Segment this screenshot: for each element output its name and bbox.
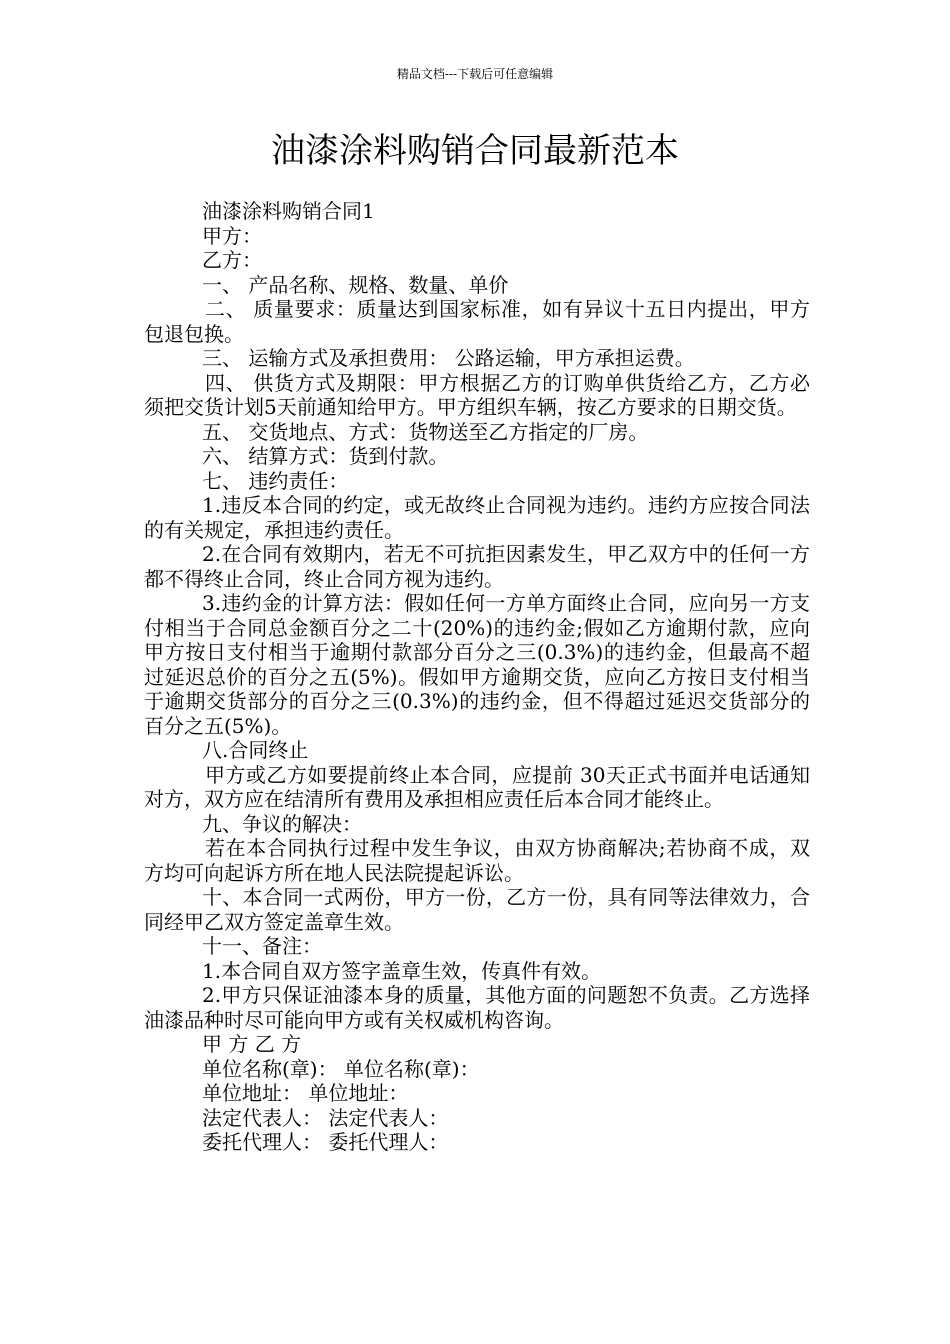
clause-9: 九、争议的解决： — [202, 811, 362, 836]
clause-8-body: 甲方或乙方如要提前终止本合同，应提前 30天正式书面并电话通知对方，双方应在结清所有费用及承担相应责任后本合同才能终止。 — [144, 762, 810, 811]
contract-subtitle: 油漆涂料购销合同1 — [202, 199, 375, 223]
clause-11-item-1: 1.本合同自双方签字盖章生效，传真件有效。 — [202, 958, 602, 983]
clause-7: 七、 违约责任： — [202, 468, 349, 493]
signature-agent: 委托代理人： 委托代理人： — [202, 1130, 449, 1154]
party-a-line: 甲方： — [202, 223, 262, 248]
clause-7-item-2: 2.在合同有效期内，若无不可抗拒因素发生，甲乙双方中的任何一方都不得终止合同，终止合同方视为违约。 — [144, 542, 810, 591]
clause-1: 一、 产品名称、规格、数量、单价 — [202, 272, 509, 297]
signature-legal-rep: 法定代表人： 法定代表人： — [202, 1105, 449, 1130]
clause-2: 二、 质量要求：质量达到国家标准，如有异议十五日内提出，甲方包退包换。 — [144, 297, 810, 346]
signature-parties: 甲 方 乙 方 — [202, 1032, 302, 1056]
clause-3: 三、 运输方式及承担费用： 公路运输，甲方承担运费。 — [202, 346, 695, 370]
party-b-line: 乙方： — [202, 248, 262, 272]
clause-8: 八.合同终止 — [202, 738, 309, 762]
clause-7-item-3: 3.违约金的计算方法：假如任何一方单方面终止合同，应向另一方支付相当于合同总金额百分之二十(20%)的违约金;假如乙方逾期付款，应向甲方按日支付相当于逾期付款部分百分之三(0.3%)的违约金，但最高不超过延迟总价的百分之五(5%)。假如甲方逾期交货，应向乙方按日支付相当于逾期交货部分的百分之三(0.3%)的违约金，但不得超过延迟交货部分的百分之五(5%)。 — [144, 591, 810, 738]
signature-unit-address: 单位地址： 单位地址： — [202, 1081, 409, 1105]
clause-6: 六、 结算方式：货到付款。 — [202, 444, 449, 468]
document-title: 油漆涂料购销合同最新范本 — [271, 131, 679, 171]
clause-9-body: 若在本合同执行过程中发生争议，由双方协商解决;若协商不成，双方均可向起诉方所在地人民法院提起诉讼。 — [144, 836, 810, 885]
clause-10: 十、本合同一式两份，甲方一份，乙方一份，具有同等法律效力，合同经甲乙双方签定盖章生效。 — [144, 885, 810, 934]
page-header: 精品文档---下载后可任意编辑 — [396, 67, 554, 81]
clause-11: 十一、备注： — [202, 934, 322, 958]
clause-4: 四、 供货方式及期限：甲方根据乙方的订购单供货给乙方，乙方必须把交货计划5天前通知给甲方。甲方组织车辆，按乙方要求的日期交货。 — [144, 370, 810, 419]
clause-7-item-1: 1.违反本合同的约定，或无故终止合同视为违约。违约方应按合同法的有关规定，承担违约责任。 — [144, 493, 810, 542]
signature-unit-name: 单位名称(章)： 单位名称(章)： — [202, 1056, 480, 1081]
clause-5: 五、 交货地点、方式：货物送至乙方指定的厂房。 — [202, 419, 649, 444]
clause-11-item-2: 2.甲方只保证油漆本身的质量，其他方面的问题恕不负责。乙方选择油漆品种时尽可能向甲方或有关权威机构咨询。 — [144, 983, 810, 1032]
document-body — [144, 199, 810, 1155]
